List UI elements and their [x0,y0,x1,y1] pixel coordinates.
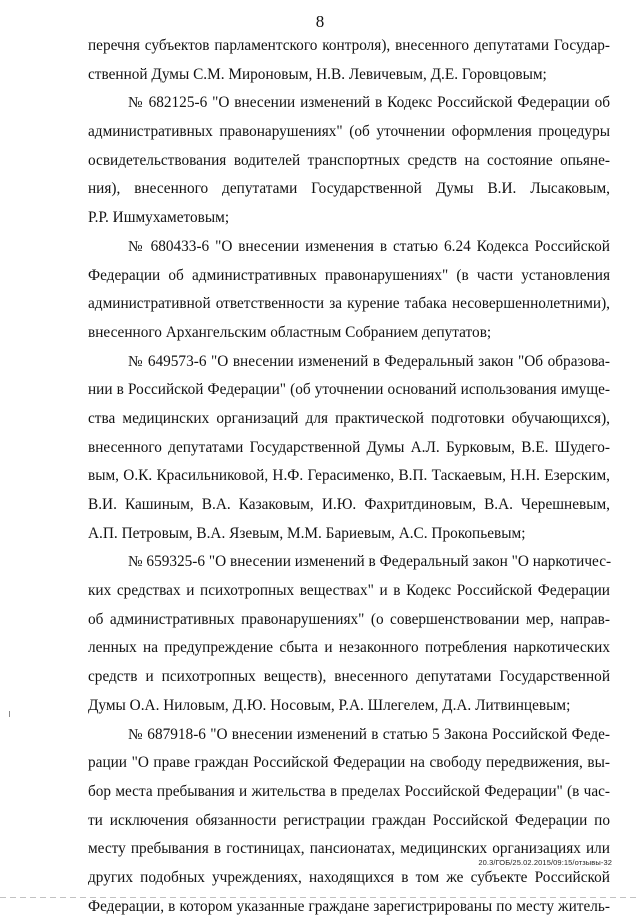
text-line: внесенного Архангельским областным Собранием депутатов; [88,319,610,348]
text-line: перечня субъектов парламентского контроля), внесенного депутатами Государ- [88,32,610,61]
text-line: освидетельствования водителей транспортных средств на состояние опьяне- [88,147,610,176]
bottom-rule [0,897,640,898]
text-line: ких средствах и психотропных веществах" и в Кодекс Российской Федерации [88,577,610,606]
text-line: других подобных учреждениях, находящихся в том же субъекте Российской [88,864,610,893]
text-line: нии в Российской Федерации" (об уточнении оснований использования имуще- [88,376,610,405]
paragraph [88,348,610,549]
text-line: административной ответственности за курение табака несовершеннолетними), [88,290,610,319]
text-line: средств и психотропных веществ), внесенного депутатами Государственной [88,663,610,692]
text-line: бор места пребывания и жительства в пределах Российской Федерации" (в час- [88,778,610,807]
text-line: Думы О.А. Ниловым, Д.Ю. Носовым, Р.А. Шлегелем, Д.А. Литвинцевым; [88,692,610,721]
text-line: № 687918-6 "О внесении изменений в статью 5 Закона Российской Феде- [88,721,610,750]
paragraph [88,32,610,89]
text-line: ленных на предупреждение сбыта и незаконного потребления наркотических [88,634,610,663]
paragraph [88,548,610,720]
text-line: № 682125-6 "О внесении изменений в Кодекс Российской Федерации об [88,89,610,118]
text-line: № 659325-6 "О внесении изменений в Федеральный закон "О наркотичес- [88,548,610,577]
text-line: № 649573-6 "О внесении изменений в Федеральный закон "Об образова- [88,348,610,377]
paragraph [88,721,610,921]
text-line: внесенного депутатами Государственной Думы А.Л. Бурковым, В.Е. Шудего- [88,434,610,463]
text-line: месту пребывания в гостиницах, пансионатах, медицинских организациях или [88,835,610,864]
text-line: № 680433-6 "О внесении изменения в статью 6.24 Кодекса Российской [88,233,610,262]
paragraph [88,233,610,348]
text-line: об административных правонарушениях" (о совершенствовании мер, направ- [88,606,610,635]
footer-code: 20.3/ГОБ/25.02.2015/09:15/отзывы-32 [478,858,612,867]
text-line: ти исключения обязанности регистрации граждан Российской Федерации по [88,807,610,836]
text-line: А.П. Петровым, В.А. Язевым, М.М. Бариевым, А.С. Прокопьевым; [88,520,610,549]
text-line: В.И. Кашиным, В.А. Казаковым, И.Ю. Фахритдиновым, В.А. Черешневым, [88,491,610,520]
text-line: Федерации об административных правонарушениях" (в части установления [88,262,610,291]
text-line: Федерации, в котором указанные граждане зарегистрированы по месту житель- [88,893,610,921]
paragraph [88,89,610,232]
text-line: ния), внесенного депутатами Государственной Думы В.И. Лысаковым, [88,175,610,204]
margin-mark [9,711,10,717]
text-line: ственной Думы С.М. Мироновым, Н.В. Левичевым, Д.Е. Горовцовым; [88,61,610,90]
document-body [88,32,610,921]
text-line: Р.Р. Ишмухаметовым; [88,204,610,233]
text-line: административных правонарушениях" (об уточнении оформления процедуры [88,118,610,147]
page-number: 8 [0,12,640,32]
text-line: рации "О праве граждан Российской Федерации на свободу передвижения, вы- [88,749,610,778]
text-line: вым, О.К. Красильниковой, Н.Ф. Герасименко, В.П. Таскаевым, Н.Н. Езерским, [88,462,610,491]
text-line: ства медицинских организаций для практической подготовки обучающихся), [88,405,610,434]
